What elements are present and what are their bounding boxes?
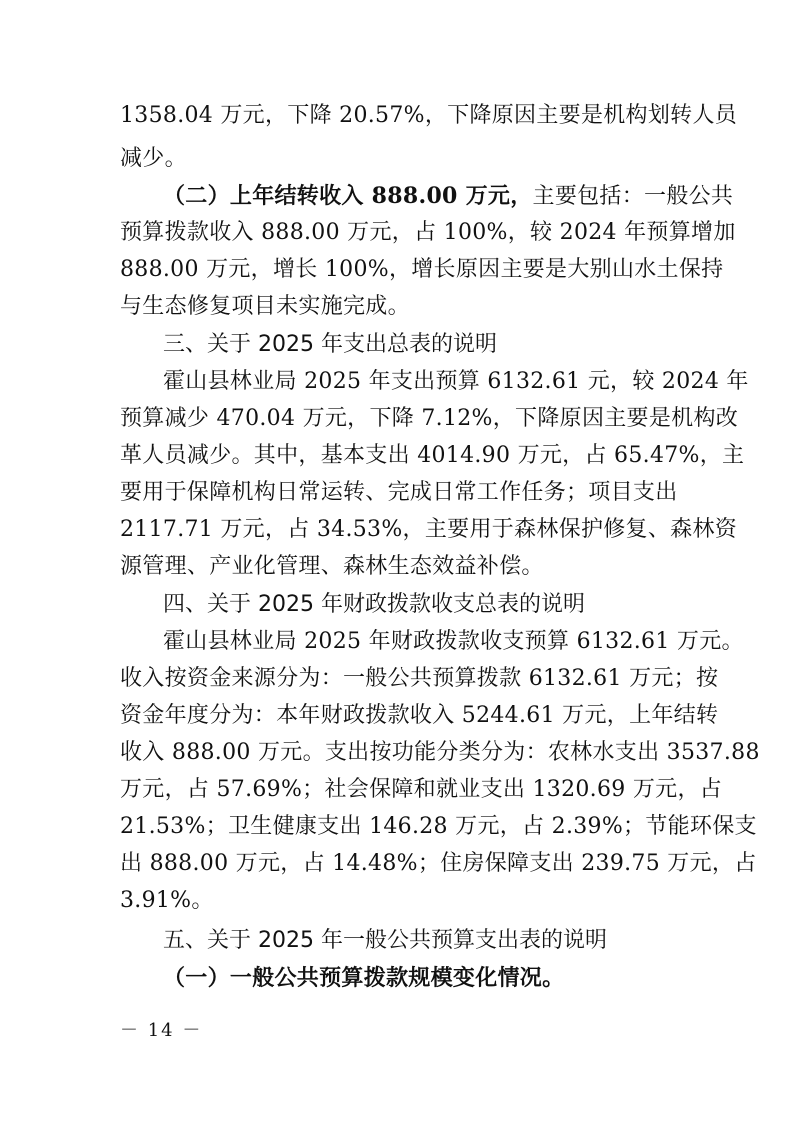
subsection-heading-scale-change: （一）一般公共预算拨款规模变化情况。 xyxy=(163,965,565,991)
body-text-line: 预算减少 470.04 万元，下降 7.12%，下降原因主要是机构改 xyxy=(120,406,739,431)
body-text-line: 万元，占 57.69%；社会保障和就业支出 1320.69 万元，占 xyxy=(120,777,723,802)
body-text-line: 霍山县林业局 2025 年支出预算 6132.61 元，较 2024 年 xyxy=(163,369,749,394)
body-text-line: 收入按资金来源分为：一般公共预算拨款 6132.61 万元；按 xyxy=(120,666,719,691)
section-heading-expenditure-summary: 三、关于 2025 年支出总表的说明 xyxy=(163,332,497,357)
body-text-line: 革人员减少。其中，基本支出 4014.90 万元，占 65.47%，主 xyxy=(120,443,745,468)
body-text-line: 预算拨款收入 888.00 万元，占 100%，较 2024 年预算增加 xyxy=(120,220,736,245)
body-text-line: 21.53%；卫生健康支出 146.28 万元，占 2.39%；节能环保支 xyxy=(120,814,757,839)
body-text-line: 源管理、产业化管理、森林生态效益补偿。 xyxy=(120,554,544,579)
subsection-paragraph-start xyxy=(163,181,793,212)
page-number: － 14 － xyxy=(120,1020,203,1041)
section-heading-general-budget: 五、关于 2025 年一般公共预算支出表的说明 xyxy=(163,928,607,953)
body-text-line: 1358.04 万元，下降 20.57%，下降原因主要是机构划转人员 xyxy=(120,103,738,128)
body-text-line: 888.00 万元，增长 100%，增长原因主要是大别山水土保持 xyxy=(120,257,724,282)
body-text-line: 霍山县林业局 2025 年财政拨款收支预算 6132.61 万元。 xyxy=(163,629,744,654)
body-text-line: 收入 888.00 万元。支出按功能分类分为：农林水支出 3537.88 xyxy=(120,740,760,765)
body-text-line: 2117.71 万元，占 34.53%，主要用于森林保护修复、森林资 xyxy=(120,517,738,542)
body-text-line: 减少。 xyxy=(120,146,187,171)
body-text-line: 3.91%。 xyxy=(120,888,214,913)
body-text: 主要包括：一般公共 xyxy=(532,184,734,209)
body-text-line: 要用于保障机构日常运转、完成日常工作任务；项目支出 xyxy=(120,480,678,505)
body-text-line: 出 888.00 万元，占 14.48%；住房保障支出 239.75 万元，占 xyxy=(120,851,757,876)
body-text-line: 与生态修复项目未实施完成。 xyxy=(120,294,410,319)
section-heading-fiscal-summary: 四、关于 2025 年财政拨款收支总表的说明 xyxy=(163,592,585,617)
body-text-line: 资金年度分为：本年财政拨款收入 5244.61 万元，上年结转 xyxy=(120,703,719,728)
subsection-heading-carryover-income: （二）上年结转收入 888.00 万元， xyxy=(163,183,533,209)
